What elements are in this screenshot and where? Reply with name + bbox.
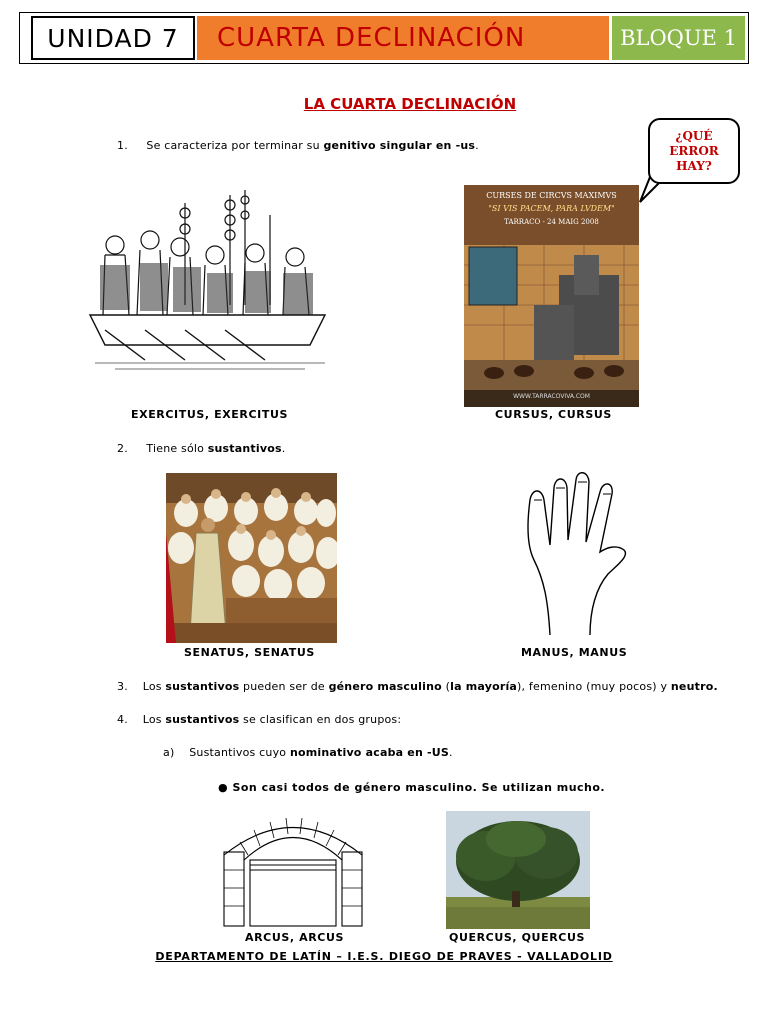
item-1: 1. Se caracteriza por terminar su genitivo singular en -us. — [117, 139, 479, 152]
caption-exercitus: EXERCITUS, EXERCITUS — [131, 408, 289, 421]
footer-department: DEPARTAMENTO DE LATÍN – I.E.S. DIEGO DE PRAVES - VALLADOLID — [155, 950, 613, 963]
roman-senate-image — [166, 473, 337, 643]
item-2: 2. Tiene sólo sustantivos. — [117, 442, 286, 455]
item-a: a) Sustantivos cuyo nominativo acaba en -US. — [163, 746, 453, 759]
section-title: LA CUARTA DECLINACIÓN — [303, 95, 517, 113]
arch-drawing-image — [220, 810, 366, 928]
caption-quercus: QUERCUS, QUERCUS — [449, 931, 585, 944]
bullet-dot: ● — [218, 781, 229, 794]
item-3: 3. Los sustantivos pueden ser de género masculino (la mayoría), femenino (muy pocos) y neutro. — [117, 680, 718, 693]
bullet-note: ● Son casi todos de género masculino. Se utilizan mucho. — [218, 781, 606, 794]
poster-web: WWW.TARRACOVIVA.COM — [513, 393, 590, 400]
oak-tree-image — [446, 811, 590, 929]
poster-line2: "SI VIS PACEM, PARA LVDEM" — [488, 204, 615, 213]
poster-line3: TARRACO - 24 MAIG 2008 — [504, 218, 599, 226]
poster-line1: CURSES DE CIRCVS MAXIMVS — [486, 191, 617, 200]
caption-cursus: CURSUS, CURSUS — [495, 408, 612, 421]
callout-bubble: ¿QUÉ ERROR HAY? — [648, 118, 740, 184]
hand-drawing-image — [520, 470, 640, 640]
roman-soldiers-boat-image — [85, 185, 337, 375]
page-title: CUARTA DECLINACIÓN — [197, 16, 609, 60]
caption-senatus: SENATUS, SENATUS — [184, 646, 315, 659]
caption-manus: MANUS, MANUS — [521, 646, 628, 659]
unit-label: UNIDAD 7 — [31, 16, 195, 60]
block-label: BLOQUE 1 — [612, 16, 745, 60]
caption-arcus: ARCUS, ARCUS — [245, 931, 345, 944]
item-4: 4. Los sustantivos se clasifican en dos grupos: — [117, 713, 402, 726]
circus-poster-image — [464, 185, 639, 407]
